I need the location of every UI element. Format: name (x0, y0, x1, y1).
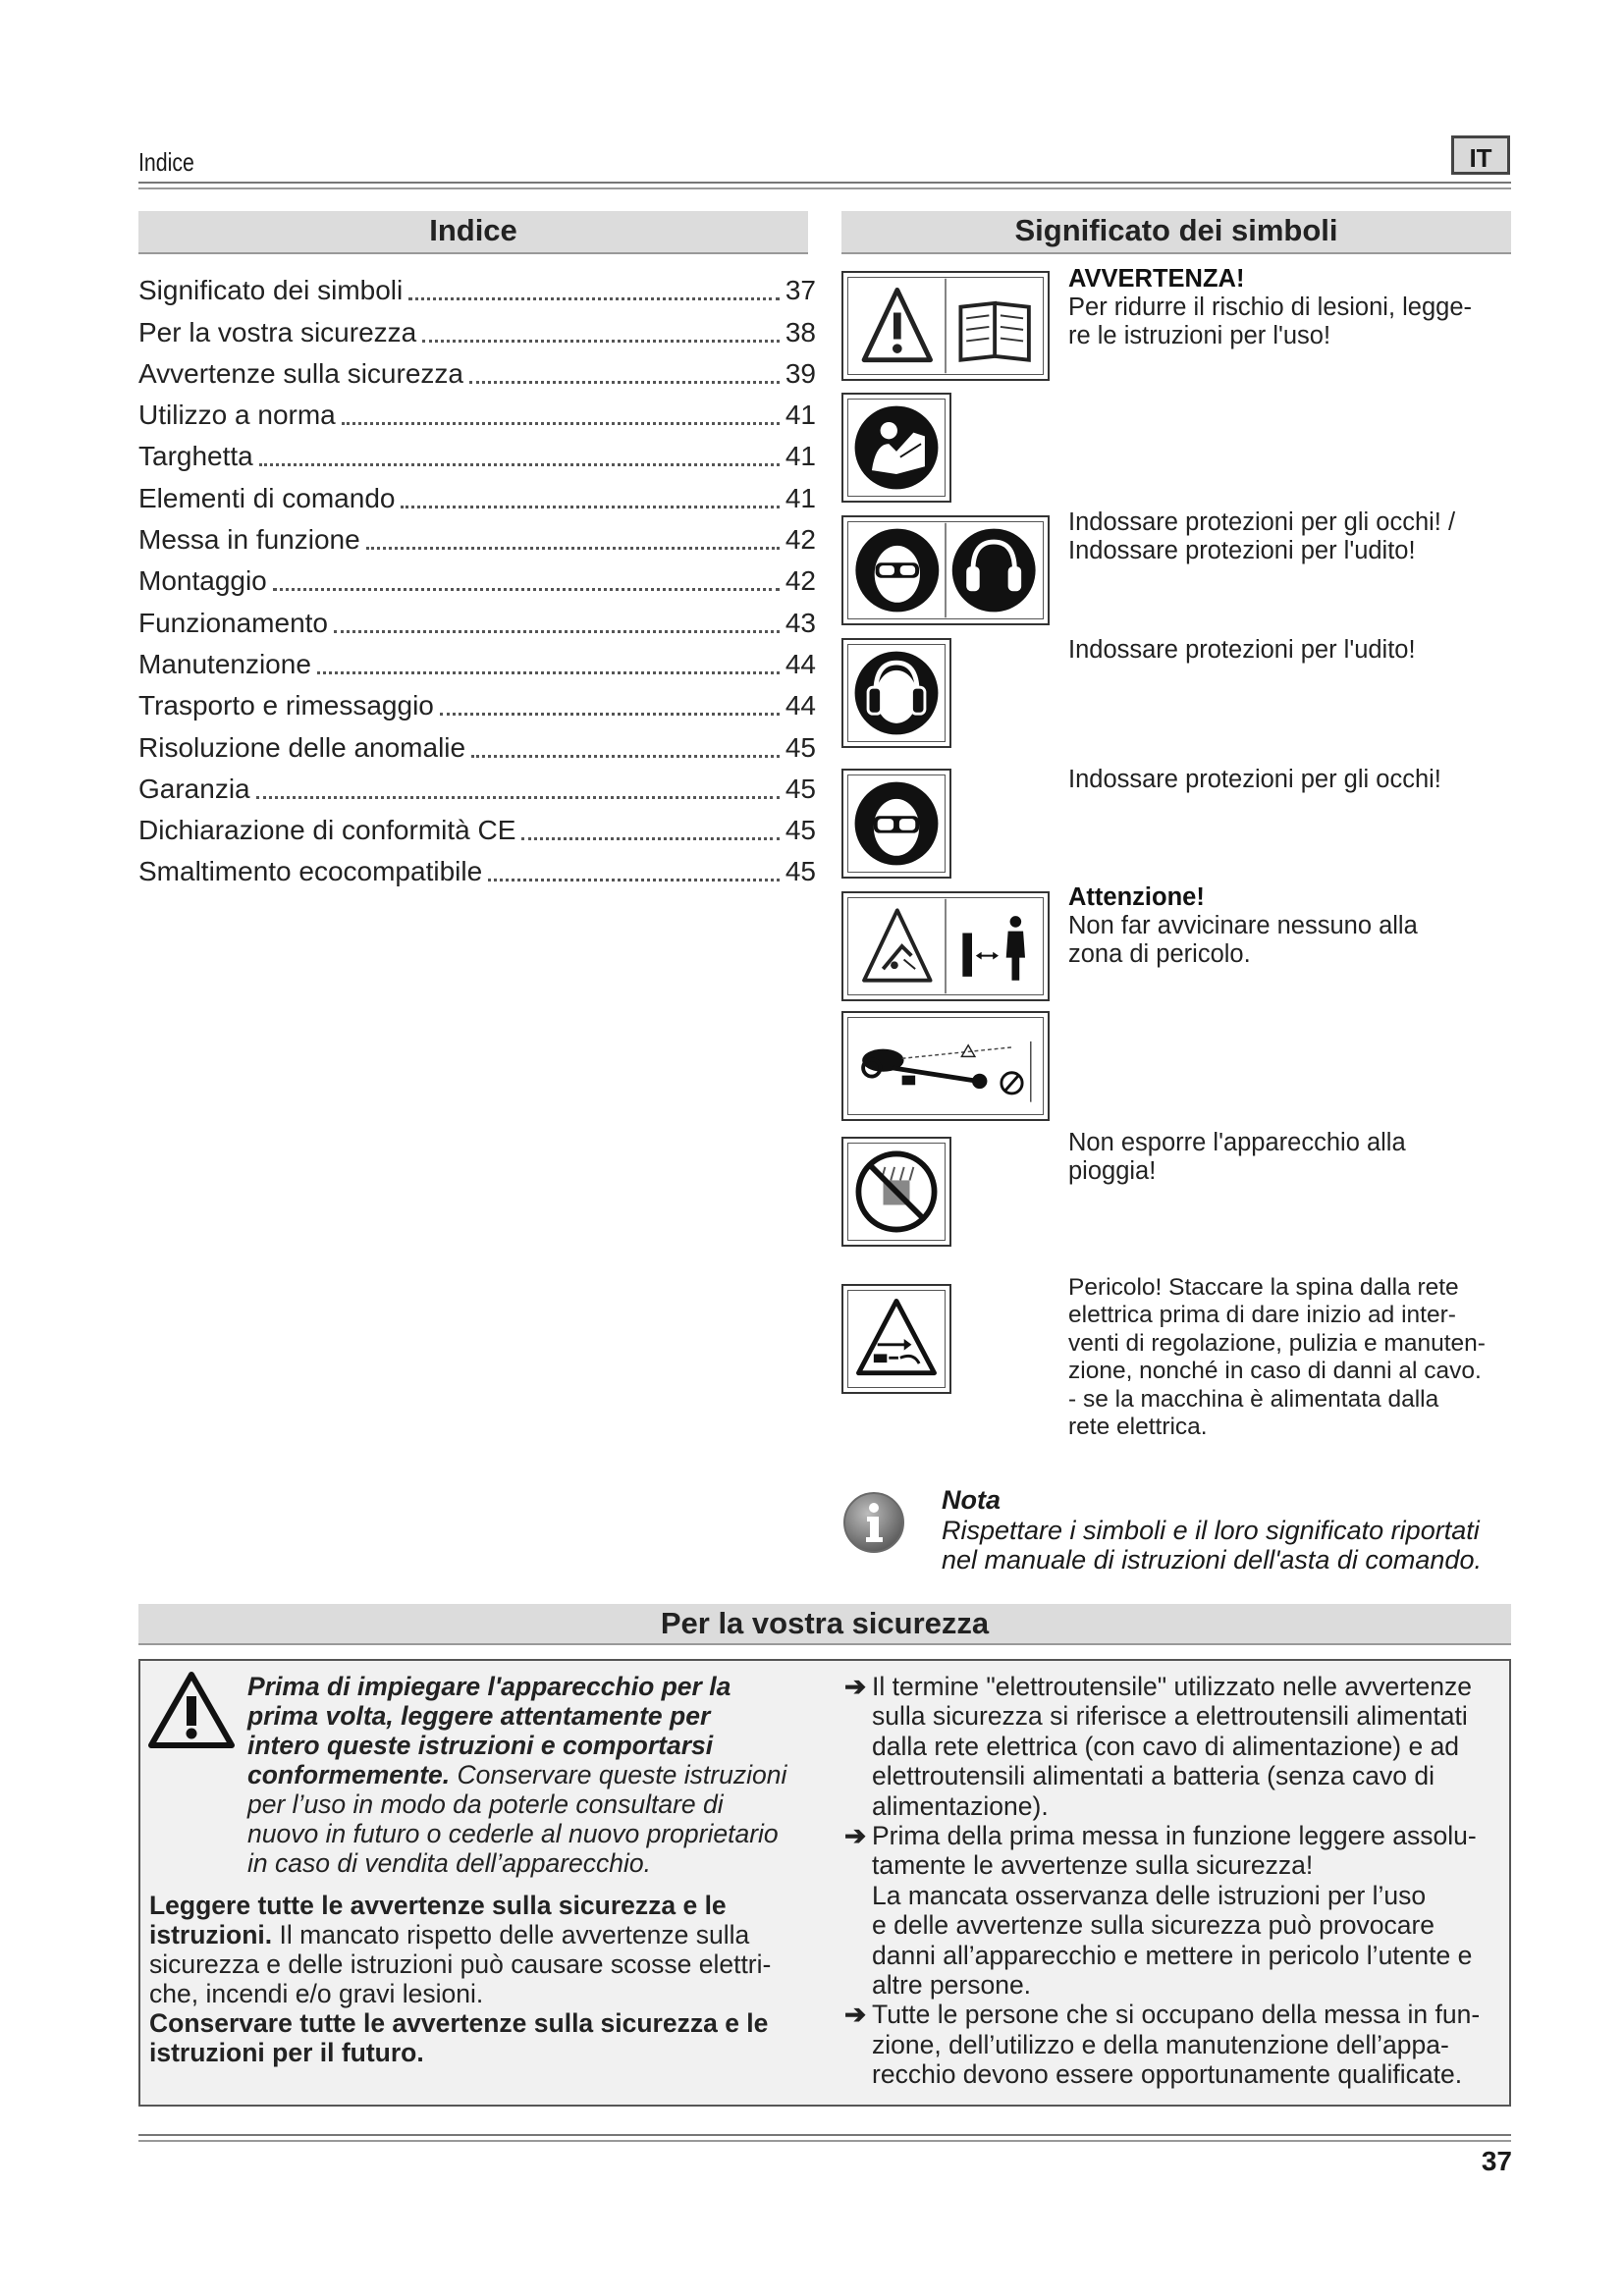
safety-bullet-line: recchio devono essere opportunamente qualificate. (872, 2059, 1463, 2090)
read-manual-icon (841, 393, 951, 503)
header-divider (138, 182, 1511, 189)
table-of-contents (138, 265, 816, 887)
toc-entry-title: Manutenzione (138, 648, 311, 679)
warning-triangle-icon (147, 1669, 236, 1751)
symbol-text-ear: Indossare protezioni per l'udito! (1068, 636, 1416, 664)
no-rain-icon (841, 1137, 951, 1247)
toc-entry-page: 39 (785, 357, 816, 389)
symbol-text-rain: Non esporre l'apparecchio alla pioggia! (1068, 1129, 1406, 1185)
safety-heading: Per la vostra sicurezza (138, 1604, 1511, 1645)
safety-bullet-line: elettroutensili alimentati a batteria (senza cavo di (872, 1761, 1435, 1791)
toc-entry[interactable] (138, 639, 816, 680)
toc-entry-title: Trasporto e rimessaggio (138, 690, 434, 721)
toc-entry[interactable] (138, 514, 816, 556)
toc-entry[interactable] (138, 390, 816, 431)
safety-bullet-line: Tutte le persone che si occupano della messa in fun- (872, 2000, 1481, 2030)
toc-entry-page: 45 (785, 731, 816, 763)
toc-entry[interactable] (138, 306, 816, 347)
toc-entry-title: Funzionamento (138, 607, 329, 638)
toc-entry-page: 42 (785, 565, 816, 597)
toc-leader-dots (440, 695, 780, 716)
toc-entry-page: 41 (785, 482, 816, 513)
toc-entry[interactable] (138, 680, 816, 721)
symbol-text-attention: Attenzione! Non far avvicinare nessuno alla zona di pericolo. (1068, 883, 1418, 968)
toc-entry-title: Montaggio (138, 565, 267, 597)
arrow-icon: ➔ (844, 1821, 867, 1851)
eye-ear-protection-icon (841, 515, 1050, 625)
warning-read-manual-icon (841, 271, 1050, 381)
safety-bullet-line: tamente le avvertenze sulla sicurezza! (872, 1850, 1314, 1881)
toc-entry[interactable] (138, 431, 816, 472)
symbol-text-unplug: Pericolo! Staccare la spina dalla rete elettrica prima di dare inizio ad inter- venti di regolazione, pulizia e manuten- zione, nonché in caso di danni al cavo. - se la macchina è alimentata dalla rete elettrica. (1068, 1274, 1486, 1441)
toc-entry[interactable] (138, 721, 816, 763)
toc-entry[interactable] (138, 556, 816, 597)
toc-entry-page: 45 (785, 815, 816, 846)
toc-leader-dots (488, 861, 780, 881)
safety-bullet-line: sulla sicurezza si riferisce a elettroutensili alimentati (872, 1701, 1468, 1732)
toc-entry-page: 44 (785, 690, 816, 721)
toc-entry-title: Per la vostra sicurezza (138, 316, 417, 347)
safety-bullet (844, 1672, 1502, 1821)
toc-leader-dots (408, 280, 780, 300)
toc-entry-title: Smaltimento ecocompatibile (138, 856, 483, 887)
safety-bullets (844, 1672, 1502, 2090)
toc-entry[interactable] (138, 805, 816, 846)
toc-entry-page: 45 (785, 856, 816, 887)
safety-intro: Prima di impiegare l'apparecchio per la prima volta, leggere attentamente per intero queste istruzioni e comportarsi conformemente. Conservare queste istruzioni per l’uso in modo da poterle consultare di nuovo in futuro o cederle al nuovo proprietario in caso di vendita dell’apparecchio. (247, 1672, 787, 1878)
toc-entry-page: 44 (785, 648, 816, 679)
toc-leader-dots (469, 363, 780, 384)
safety-read-all: Leggere tutte le avvertenze sulla sicurezza e le istruzioni. Il mancato rispetto delle avvertenze sulla sicurezza e delle istruzioni può causare scosse elettri- che, incendi e/o gravi lesioni. Conservare tutte le avvertenze sulla sicurezza e le istruzioni per il futuro. (149, 1891, 772, 2067)
language-badge: IT (1451, 135, 1510, 175)
toc-entry-title: Utilizzo a norma (138, 400, 336, 431)
toc-entry-page: 38 (785, 316, 816, 347)
toc-leader-dots (401, 488, 779, 508)
info-icon (841, 1490, 906, 1555)
toc-leader-dots (366, 529, 780, 550)
toc-entry[interactable] (138, 764, 816, 805)
toc-entry-title: Avvertenze sulla sicurezza (138, 357, 463, 389)
toc-entry-page: 41 (785, 400, 816, 431)
symbol-text-eye: Indossare protezioni per gli occhi! (1068, 766, 1441, 793)
keep-distance-icon (841, 891, 1050, 1001)
footer-divider (138, 2134, 1511, 2142)
safety-bullet-line: dalla rete elettrica (con cavo di alimentazione) e ad (872, 1731, 1460, 1761)
symbol-text-eye-ear: Indossare protezioni per gli occhi! / Indossare protezioni per l'udito! (1068, 508, 1456, 564)
note-block: Nota Rispettare i simboli e il loro significato riportati nel manuale di istruzioni dell'asta di comando. (942, 1485, 1482, 1575)
safety-bullet-line: Prima della prima messa in funzione leggere assolu- (872, 1821, 1477, 1851)
toc-leader-dots (471, 737, 780, 758)
toc-leader-dots (521, 820, 779, 840)
toc-entry[interactable] (138, 348, 816, 390)
toc-entry[interactable] (138, 846, 816, 887)
running-header: Indice (138, 147, 194, 177)
safety-bullet (844, 1821, 1502, 2000)
toc-entry-title: Dichiarazione di conformità CE (138, 815, 516, 846)
eye-protection-icon (841, 769, 951, 879)
toc-entry-page: 37 (785, 275, 816, 306)
toc-leader-dots (422, 322, 780, 343)
toc-entry[interactable] (138, 472, 816, 513)
toc-leader-dots (256, 778, 780, 799)
safety-bullet-line: e delle avvertenze sulla sicurezza può provocare (872, 1910, 1435, 1941)
toc-entry-title: Risoluzione delle anomalie (138, 731, 466, 763)
safety-bullet-line: Il termine "elettroutensile" utilizzato nelle avvertenze (872, 1672, 1472, 1701)
safety-bullet-line: La mancata osservanza delle istruzioni per l’uso (872, 1880, 1427, 1910)
toc-entry-title: Significato dei simboli (138, 275, 404, 306)
toc-entry-title: Messa in funzione (138, 524, 360, 556)
symbols-heading: Significato dei simboli (841, 211, 1511, 254)
toc-entry-page: 45 (785, 773, 816, 804)
safety-bullet-line: altre persone. (872, 1970, 1032, 2001)
toc-leader-dots (273, 570, 780, 591)
toc-entry[interactable] (138, 597, 816, 638)
ear-protection-icon (841, 638, 951, 748)
toc-leader-dots (334, 613, 780, 633)
toc-entry-title: Elementi di comando (138, 482, 396, 513)
trimmer-danger-zone-icon (841, 1011, 1050, 1121)
arrow-icon: ➔ (844, 1672, 867, 1701)
toc-entry-title: Garanzia (138, 773, 250, 804)
safety-bullet-line: zione, dell’utilizzo e della manutenzione dell’appa- (872, 2029, 1449, 2059)
toc-entry-page: 41 (785, 441, 816, 472)
toc-entry-page: 43 (785, 607, 816, 638)
safety-bullet-line: danni all’apparecchio e mettere in pericolo l’utente e (872, 1940, 1473, 1970)
toc-entry[interactable] (138, 265, 816, 306)
arrow-icon: ➔ (844, 2000, 867, 2030)
toc-leader-dots (317, 654, 780, 674)
page-number: 37 (1481, 2146, 1512, 2176)
unplug-icon (841, 1284, 951, 1394)
toc-heading: Indice (138, 211, 808, 254)
safety-bullet-line: alimentazione). (872, 1790, 1049, 1821)
safety-bullet (844, 2000, 1502, 2089)
toc-entry-title: Targhetta (138, 441, 253, 472)
toc-leader-dots (342, 404, 780, 425)
toc-leader-dots (259, 446, 780, 466)
toc-entry-page: 42 (785, 524, 816, 556)
symbol-text-warning: AVVERTENZA! Per ridurre il rischio di lesioni, legge- re le istruzioni per l'uso! (1068, 265, 1473, 349)
